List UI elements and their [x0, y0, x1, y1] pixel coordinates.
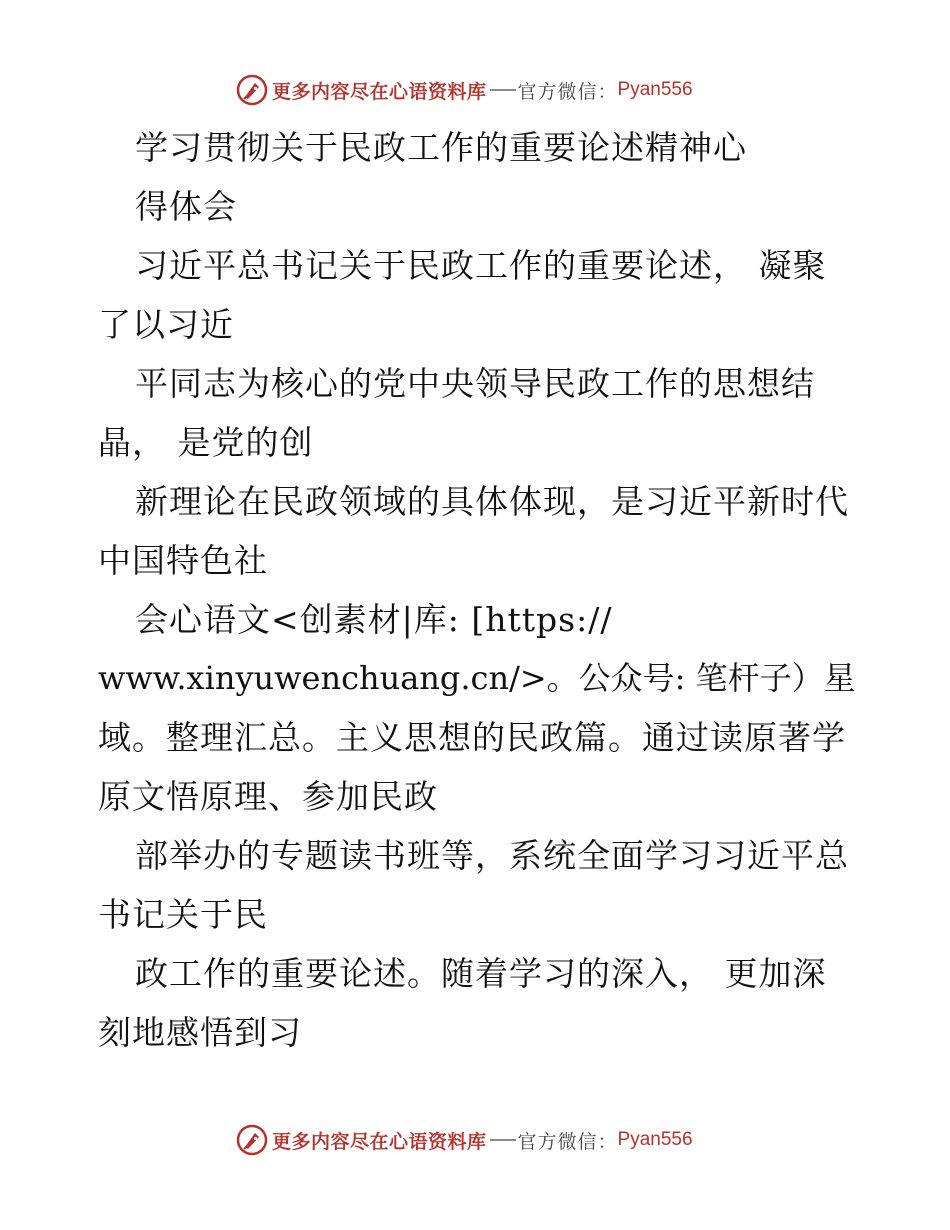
paragraph-line: 平同志为核心的党中央领导民政工作的思想结: [135, 364, 815, 403]
paragraph-line: 刻地感悟到习: [98, 1013, 302, 1052]
paragraph-line: 习近平总书记关于民政工作的重要论述， 凝聚: [135, 246, 827, 285]
paragraph-line: 政工作的重要论述。随着学习的深入， 更加深: [135, 954, 827, 993]
banner-wechat-id: Pyan556: [617, 79, 693, 100]
document-body: [98, 118, 888, 1062]
paragraph-line: 会心语文<创素材|库: [https://: [135, 600, 613, 639]
banner-wechat-label: 官方微信：: [517, 1130, 618, 1153]
banner-divider: [490, 89, 516, 91]
document-title-line: 学习贯彻关于民政工作的重要论述精神心: [135, 128, 747, 167]
paragraph-line: 了以习近: [98, 305, 234, 344]
paragraph-line: 域。整理汇总。主义思想的民政篇。通过读原著学: [98, 718, 846, 757]
paragraph-line: 中国特色社: [98, 541, 268, 580]
paragraph-line: 原文悟原理、参加民政: [98, 777, 438, 816]
paragraph-line: 晶， 是党的创: [98, 423, 314, 462]
banner-wechat-label: 官方微信：: [517, 80, 618, 103]
footer-watermark-banner: [236, 1123, 693, 1157]
pen-nib-logo-icon: [236, 74, 268, 106]
paragraph-line: www.xinyuwenchuang.cn/>。公众号: 笔杆子）星: [98, 659, 856, 697]
paragraph-line: 部举办的专题读书班等，系统全面学习习近平总: [135, 836, 849, 875]
pen-nib-logo-icon: [236, 1124, 268, 1156]
banner-divider: [490, 1139, 516, 1141]
banner-slogan: 更多内容尽在心语资料库: [272, 80, 487, 103]
paragraph-line: 新理论在民政领域的具体体现，是习近平新时代: [135, 482, 849, 521]
banner-wechat-id: Pyan556: [617, 1129, 693, 1150]
banner-slogan: 更多内容尽在心语资料库: [272, 1130, 487, 1153]
document-title-line: 得体会: [135, 187, 237, 226]
paragraph-line: 书记关于民: [98, 895, 268, 934]
header-watermark-banner: [236, 73, 693, 107]
